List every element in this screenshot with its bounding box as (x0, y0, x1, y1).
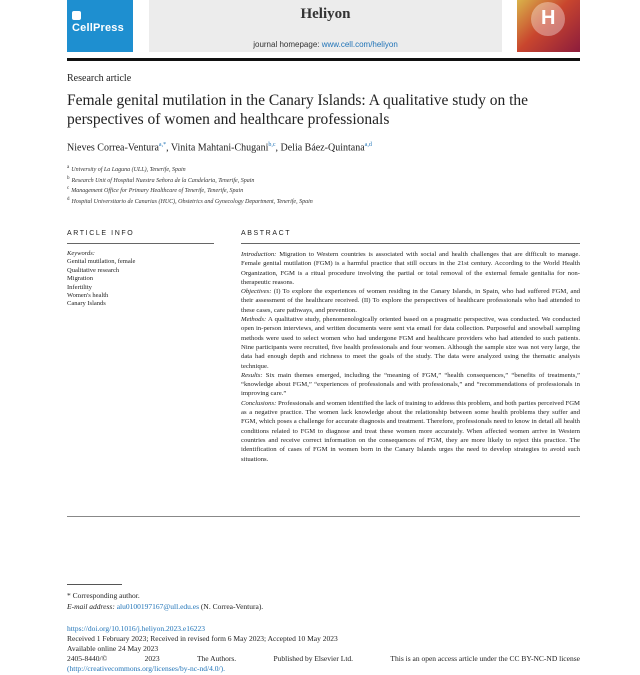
issn: 2405-8440/© (67, 654, 108, 663)
keywords-label: Keywords: (67, 250, 95, 257)
homepage-link[interactable]: www.cell.com/heliyon (321, 40, 398, 49)
license-line (67, 654, 580, 664)
abstract-introduction (241, 250, 580, 287)
affiliation-text: Hospital Universitario de Canarias (HUC), Obstetrics and Gynecology Department, Tenerife, Spain (71, 198, 313, 205)
affiliation-text: University of La Laguna (ULL), Tenerife, Spain (71, 167, 186, 173)
footnote-rule (67, 584, 122, 585)
abstract-rule (241, 243, 580, 244)
cellpress-wordmark (72, 10, 133, 34)
article-info-heading: ARTICLE INFO (67, 230, 135, 237)
author-marks[interactable]: a,d (364, 142, 372, 148)
publisher-statement: Published by Elsevier Ltd. (273, 654, 354, 663)
affiliation-item (67, 164, 580, 175)
affiliation-mark: b (67, 175, 70, 181)
author-name: Delia Báez-Quintana (280, 142, 365, 154)
affiliation-mark: c (67, 186, 70, 192)
email-owner: (N. Correa-Ventura). (200, 602, 264, 611)
license-url-link[interactable]: (http://creativecommons.org/licenses/by-nc-nd/4.0/). (67, 664, 225, 673)
publisher-name: CellPress (72, 22, 124, 34)
abstract-body (241, 250, 580, 464)
article-type: Research article (67, 73, 132, 84)
corresponding-author: * Corresponding author. (67, 591, 140, 600)
copyright-holder: The Authors. (196, 654, 237, 663)
keyword: Migration (67, 275, 93, 283)
abstract-label: Methods: (241, 316, 267, 324)
abstract-methods (241, 315, 580, 371)
abstract-label: Results: (241, 371, 263, 379)
abstract-objectives (241, 287, 580, 315)
journal-header (149, 0, 502, 52)
doi-link[interactable]: https://doi.org/10.1016/j.heliyon.2023.e16223 (67, 624, 205, 633)
available-online: Available online 24 May 2023 (67, 644, 159, 653)
abstract-text: Six main themes emerged, including the “meaning of FGM,” “health consequences,” “benefits of treatments,” “knowledge about FGM,” “experiences of professionals and with professionals,” and “recommendations of professionals in improving care.” (241, 371, 580, 398)
abstract-label: Objectives: (241, 288, 272, 296)
homepage-label: journal homepage: (253, 40, 320, 49)
keyword: Genital mutilation, female (67, 258, 136, 266)
abstract-conclusions (241, 399, 580, 464)
email-label: E-mail address: (67, 602, 115, 611)
received-dates: Received 1 February 2023; Received in revised form 6 May 2023; Accepted 10 May 2023 (67, 634, 338, 643)
license-statement: This is an open access article under the CC BY-NC-ND license (390, 654, 580, 663)
copyright-year: 2023 (144, 654, 160, 663)
article-title: Female genital mutilation in the Canary Islands: A qualitative study on the perspectives of women and healthcare professionals (67, 92, 529, 128)
keywords-block (67, 250, 135, 309)
abstract-text: Migration to Western countries is associated with social and health challenges that are difficult to manage. Female genital mutilation (FGM) is a harmful practice that still occurs in the 21st century. According to the World Health Organization, FGM is a ritual procedure involving the partial or total removal of the external female genitalia for non-therapeutic reasons. (241, 251, 581, 286)
affiliation-item (67, 175, 580, 186)
affiliations (67, 164, 580, 206)
email-line (67, 601, 263, 612)
journal-name: Heliyon (300, 6, 351, 22)
header-rule (67, 58, 580, 61)
author-name: Nieves Correa-Ventura (67, 142, 159, 154)
abstract-heading: ABSTRACT (241, 230, 292, 237)
keyword: Canary Islands (67, 300, 106, 308)
author-name: Vinita Mahtani-Chugani (170, 142, 269, 154)
author-marks[interactable]: a,* (158, 142, 167, 148)
journal-cover-image[interactable] (517, 0, 580, 52)
abstract-text: (I) To explore the experiences of women residing in the Canary Islands, in Spain, who had suffered FGM, and their assessment of the healthcare received. (II) To explore the perspectives of healthcare professionals who had attended to these cases, care pathways, and prevention. (241, 288, 581, 314)
email-link[interactable]: alu0100197167@ull.edu.es (116, 602, 200, 611)
abstract-text: Professionals and women identified the lack of training to address this problem, and both parties perceived FGM as a negative practice. The women lack knowledge about the relationship between some health problems they suffer and FGM, which poses a challenge for accurate diagnosis and treatment. Therefore, professionals need to know in detail all health conditions related to FGM to diagnose and treat these women more accurately. When affected women arrive in Western countries and receive correct information on the consequences of FGM, they are more likely to reject this practice. The identification of cases of FGM in women born in the Canary Islands urges the need to develop strategies to avoid such situations. (241, 399, 581, 463)
cellpress-logo[interactable] (67, 0, 133, 52)
affiliation-mark: d (67, 196, 70, 202)
affiliation-item (67, 196, 580, 207)
cover-letter: H (541, 7, 556, 29)
keyword: Women's health (67, 292, 109, 300)
journal-homepage (149, 40, 502, 49)
author-marks[interactable]: b,c (268, 142, 276, 148)
corresponding-author-note (67, 590, 263, 612)
affiliation-item (67, 185, 580, 196)
keyword: Infertility (67, 283, 92, 291)
abstract-results (241, 371, 580, 399)
abstract-label: Conclusions: (241, 399, 277, 407)
abstract-bottom-rule (67, 516, 580, 517)
abstract-label: Introduction: (241, 251, 277, 258)
affiliation-text: Management Office for Primary Healthcare of Tenerife, Tenerife, Spain (71, 188, 244, 195)
cellpress-mark-icon (72, 11, 81, 20)
affiliation-mark: a (67, 165, 70, 170)
article-info-rule (67, 243, 214, 244)
abstract-text: A qualitative study, phenomenologically oriented based on a pragmatic perspective, was conducted. We conducted open in-person interviews, and written documents were sent via email for data collection. Purposeful and snowball sampling methods were used to select women who had undergone FGM and healthcare providers who had attended to such patients. Nine participants were recruited, five health professionals and four women. Although the sample size was not very large, the data had enough depth and richness to meet the goals of the study. The data were analyzed using the thematic analysis technique. (241, 316, 580, 370)
keyword: Qualitative research (67, 266, 120, 274)
license-url-line (67, 664, 580, 674)
affiliation-text: Research Unit of Hospital Nuestra Señora de la Candelaria, Tenerife, Spain (71, 177, 255, 184)
article-history (67, 634, 580, 674)
author-list: Nieves Correa-Ventura$^{a,*}$, Vinita Mahtani-Chugani$^{b,c}$, Delia Báez-Quintana$^{a,d}$ (67, 142, 372, 154)
